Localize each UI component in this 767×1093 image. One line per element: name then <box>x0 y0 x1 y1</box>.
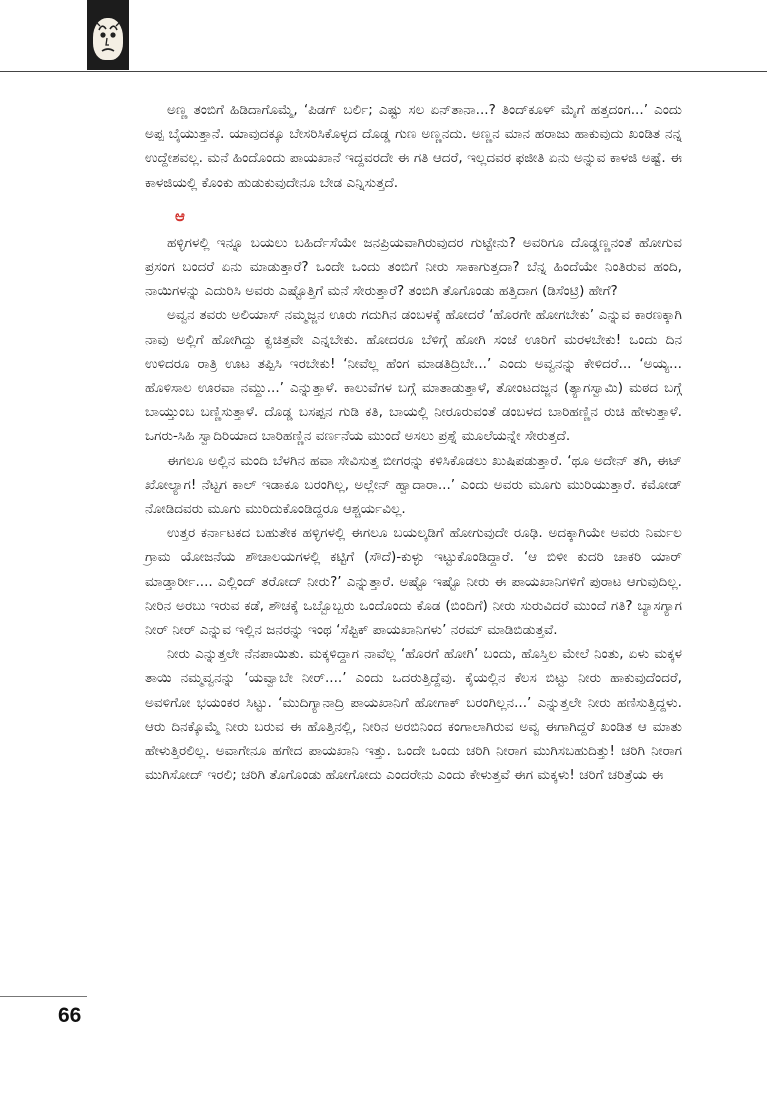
page-number: 66 <box>58 1004 82 1027</box>
header-logo <box>87 0 129 70</box>
cartoon-face-logo-icon <box>93 18 123 60</box>
paragraph: ಹಳ್ಳಿಗಳಲ್ಲಿ ಇನ್ನೂ ಬಯಲು ಬಹಿರ್ದೆಸೆಯೇ ಜನಪ್ರಿಯವಾಗಿರುವುದರ ಗುಟ್ಟೇನು? ಅವರಿಗೂ ದೊಡ್ಡಣ್ಣನಂತೆ ಹೋಗುವ ಪ್ರಸಂಗ ಬಂದರೆ ಏನು ಮಾಡುತ್ತಾರೆ? ಒಂದೇ ಒಂದು ತಂಬಿಗೆ ನೀರು ಸಾಕಾಗುತ್ತದಾ? ಬೆನ್ನ ಹಿಂದೆಯೇ ನಿಂತಿರುವ ಹಂದಿ, ನಾಯಿಗಳನ್ನು ಎದುರಿಸಿ ಅವರು ಎಷ್ಟೊತ್ತಿಗೆ ಮನೆ ಸೇರುತ್ತಾರೆ? ತಂಬಿಗಿ ತೊಗೊಂಡು ಹತ್ತಿದಾಗ (ಡಿಸೆಂಟ್ರಿ) ಹೇಗೆ? <box>145 234 682 300</box>
paragraph: ಅಣ್ಣ ತಂಬಿಗೆ ಹಿಡಿದಾಗೊಮ್ಮೆ, ‘ಪಿಡಗ್ ಬರ್ಲಿ; ಎಷ್ಟು ಸಲ ಏನ್‌ತಾನಾ...? ತಿಂದ್‌ಕೂಳ್ ಮೈಗೆ ಹತ್ತದಂಗ...’ ಎಂದು ಅಪ್ಪ ಬೈಯುತ್ತಾನೆ. ಯಾವುದಕ್ಕೂ ಬೇಸರಿಸಿಕೊಳ್ಳದ ದೊಡ್ಡ ಗುಣ ಅಣ್ಣನದು. ಅಣ್ಣನ ಮಾನ ಹರಾಜು ಹಾಕುವುದು ಖಂಡಿತ ನನ್ನ ಉದ್ದೇಶವಲ್ಲ. ಮನೆ ಹಿಂದೊಂದು ಪಾಯಖಾನೆ ಇದ್ದವರದೇ ಈ ಗತಿ ಆದರೆ, ಇಲ್ಲದವರ ಫಜೀತಿ ಏನು ಅನ್ನುವ ಕಾಳಜಿ ಅಷ್ಟೆ. ಈ ಕಾಳಜಿಯಲ್ಲಿ ಕೊಂಕು ಹುಡುಕುವುದೇನೂ ಬೇಡ ಎನ್ನಿಸುತ್ತದೆ. <box>145 102 682 191</box>
paragraph: ಈಗಲೂ ಅಲ್ಲಿನ ಮಂದಿ ಬೆಳಗಿನ ಹವಾ ಸೇವಿಸುತ್ತ ಬೀಗರನ್ನು ಕಳಿಸಿಕೊಡಲು ಖುಷಿಪಡುತ್ತಾರೆ. ‘ಥೂ ಅದೇನ್ ತಗಿ, ಈಟ್ ಖೋಲ್ಯಾಗ! ನೆಟ್ಟಗ ಕಾಲ್ ಇಡಾಕೂ ಬರಂಗಿಲ್ಲ, ಅಲ್ಲೇನ್ ಹ್ವಾದಾರಾ...’ ಎಂದು ಅವರು ಮೂಗು ಮುರಿಯುತ್ತಾರೆ. ಕಮೋಡ್ ನೋಡಿದವರು ಮೂಗು ಮುರಿದುಕೊಂಡಿದ್ದರೂ ಆಶ್ಚರ್ಯವಿಲ್ಲ. <box>145 452 682 518</box>
footer-rule <box>0 996 87 997</box>
paragraph: ಉತ್ತರ ಕರ್ನಾಟಕದ ಬಹುತೇಕ ಹಳ್ಳಿಗಳಲ್ಲಿ ಈಗಲೂ ಬಯಲ್ಕಡಿಗೆ ಹೋಗುವುದೇ ರೂಢಿ. ಅದಕ್ಕಾಗಿಯೇ ಅವರು ನಿರ್ಮಲ ಗ್ರಾಮ ಯೋಜನೆಯ ಶೌಚಾಲಯಗಳಲ್ಲಿ ಕಟ್ಟಿಗೆ (ಸೌದೆ)-ಕುಳ್ಳು ಇಟ್ಟುಕೊಂಡಿದ್ದಾರೆ. ‘ಆ ಬಿಳೀ ಕುದರಿ ಚಾಕರಿ ಯಾರ್ ಮಾಡ್ತಾರ್ರೀ.... ಎಲ್ಲಿಂದ್ ತರೋದ್ ನೀರು?’ ಎನ್ನುತ್ತಾರೆ. ಅಷ್ಟೊ ಇಷ್ಟೊ ನೀರು ಈ ಪಾಯಖಾನಿಗಳಿಗೆ ಪುರಾಟ ಆಗುವುದಿಲ್ಲ. ನೀರಿನ ಅರಬು ಇರುವ ಕಡೆ, ಶೌಚಕ್ಕೆ ಒಬ್ಬೊಬ್ಬರು ಒಂದೊಂದು ಕೊಡ (ಬಿಂದಿಗೆ) ನೀರು ಸುರುವಿದರೆ ಮುಂದೆ ಗತಿ? ಬ್ಯಾಸಗ್ಯಾಗ ನೀರ್ ನೀರ್ ಎನ್ನುವ ಇಲ್ಲಿನ ಜನರನ್ನು ಇಂಥ ‘ಸೆಪ್ಟಿಕ್ ಪಾಯಖಾನಿಗಳು’ ನರಮ್ ಮಾಡಿಬಿಡುತ್ತವೆ. <box>145 525 682 639</box>
paragraph: ನೀರು ಎನ್ನುತ್ತಲೇ ನೆನಪಾಯಿತು. ಮಕ್ಕಳಿದ್ದಾಗ ನಾವೆಲ್ಲ ‘ಹೊರಗೆ ಹೋಗಿ’ ಬಂದು, ಹೊಸ್ತಿಲ ಮೇಲೆ ನಿಂತು, ಏಳು ಮಕ್ಕಳ ತಾಯಿ ನಮ್ಮವ್ವನನ್ನು ‘ಯವ್ವಾಬೇ ನೀರ್....’ ಎಂದು ಒದರುತ್ತಿದ್ದೆವು. ಕೈಯಲ್ಲಿನ ಕೆಲಸ ಬಿಟ್ಟು ನೀರು ಹಾಕುವುದೆಂದರೆ, ಅವಳಿಗೋ ಭಯಂಕರ ಸಿಟ್ಟು. ‘ಮುದಿಗ್ಯಾನಾದ್ರಿ ಪಾಯಖಾನಿಗೆ ಹೋಗಾಕ್ ಬರಂಗಿಲ್ಲನ...’ ಎನ್ನುತ್ತಲೇ ನೀರು ಹಣಿಸುತ್ತಿದ್ದಳು. ಆರು ದಿನಕ್ಕೊಮ್ಮೆ ನೀರು ಬರುವ ಈ ಹೊತ್ತಿನಲ್ಲಿ, ನೀರಿನ ಅರಬಿನಿಂದ ಕಂಗಾಲಾಗಿರುವ ಅವ್ವ ಈಗಾಗಿದ್ದರೆ ಖಂಡಿತ ಆ ಮಾತು ಹೇಳುತ್ತಿರಲಿಲ್ಲ. ಅವಾಗೇನೂ ಹಗೇದ ಪಾಯಖಾನಿ ಇತ್ತು. ಒಂದೇ ಒಂದು ಚರಿಗಿ ನೀರಾಗ ಮುಗಿಸಬಹುದಿತ್ತು! ಚರಿಗಿ ನೀರಾಗ ಮುಗಿಸೋದ್ ಇರಲಿ; ಚರಿಗಿ ತೊಗೊಂಡು ಹೋಗೋದು ಎಂದರೇನು ಎಂದು ಕೇಳುತ್ತವೆ ಈಗ ಮಕ್ಕಳು! ಚರಿಗೆ ಚರಿತ್ರೆಯ ಈ <box>145 646 682 784</box>
page-body <box>145 98 682 787</box>
paragraph: ಅವ್ವನ ತವರು ಅಲಿಯಾಸ್ ನಮ್ಮಜ್ಜನ ಊರು ಗದುಗಿನ ಡಂಬಳಕ್ಕೆ ಹೋದರೆ ‘ಹೊರಗೇ ಹೋಗಬೇಕು’ ಎನ್ನುವ ಕಾರಣಕ್ಕಾಗಿ ನಾವು ಅಲ್ಲಿಗೆ ಹೋಗಿದ್ದು ಕ್ವಚಿತ್ತವೇ ಎನ್ನಬೇಕು. ಹೋದರೂ ಬೆಳಿಗ್ಗೆ ಹೋಗಿ ಸಂಜೆ ಊರಿಗೆ ಮರಳಬೇಕು! ಒಂದು ದಿನ ಉಳಿದರೂ ರಾತ್ರಿ ಊಟ ತಪ್ಪಿಸಿ ಇರಬೇಕು! ‘ನೀವೆಲ್ಲ ಹೆಂಗ ಮಾಡತಿದ್ರಿಬೇ...’ ಎಂದು ಅವ್ವನನ್ನು ಕೇಳಿದರೆ... ‘ಅಯ್ಯ... ಹೊಳಿಸಾಲ ಊರವಾ ನಮ್ದು...’ ಎನ್ನುತ್ತಾಳೆ. ಕಾಲುವೆಗಳ ಬಗ್ಗೆ ಮಾತಾಡುತ್ತಾಳೆ, ತೋಂಟದಜ್ಜನ (ತ್ಯಾಗಸ್ವಾಮಿ) ಮಠದ ಬಗ್ಗೆ ಬಾಯ್ತುಂಬ ಬಣ್ಣಿಸುತ್ತಾಳೆ. ದೊಡ್ಡ ಬಸಪ್ಪನ ಗುಡಿ ಕತಿ, ಬಾಯಲ್ಲಿ ನೀರೂರುವಂತೆ ಡಂಬಳದ ಬಾರಿಹಣ್ಣಿನ ರುಚಿ ಹೇಳುತ್ತಾಳೆ. ಒಗರು-ಸಿಹಿ ಸ್ವಾದಿರಿಯಾದ ಬಾರಿಹಣ್ಣಿನ ವರ್ಣನೆಯ ಮುಂದೆ ಅಸಲು ಪ್ರಶ್ನೆ ಮೂಲೆಯನ್ನೇ ಸೇರುತ್ತದೆ. <box>145 307 682 445</box>
section-ornament-icon: ಆ <box>175 206 185 225</box>
header-rule <box>0 71 767 72</box>
